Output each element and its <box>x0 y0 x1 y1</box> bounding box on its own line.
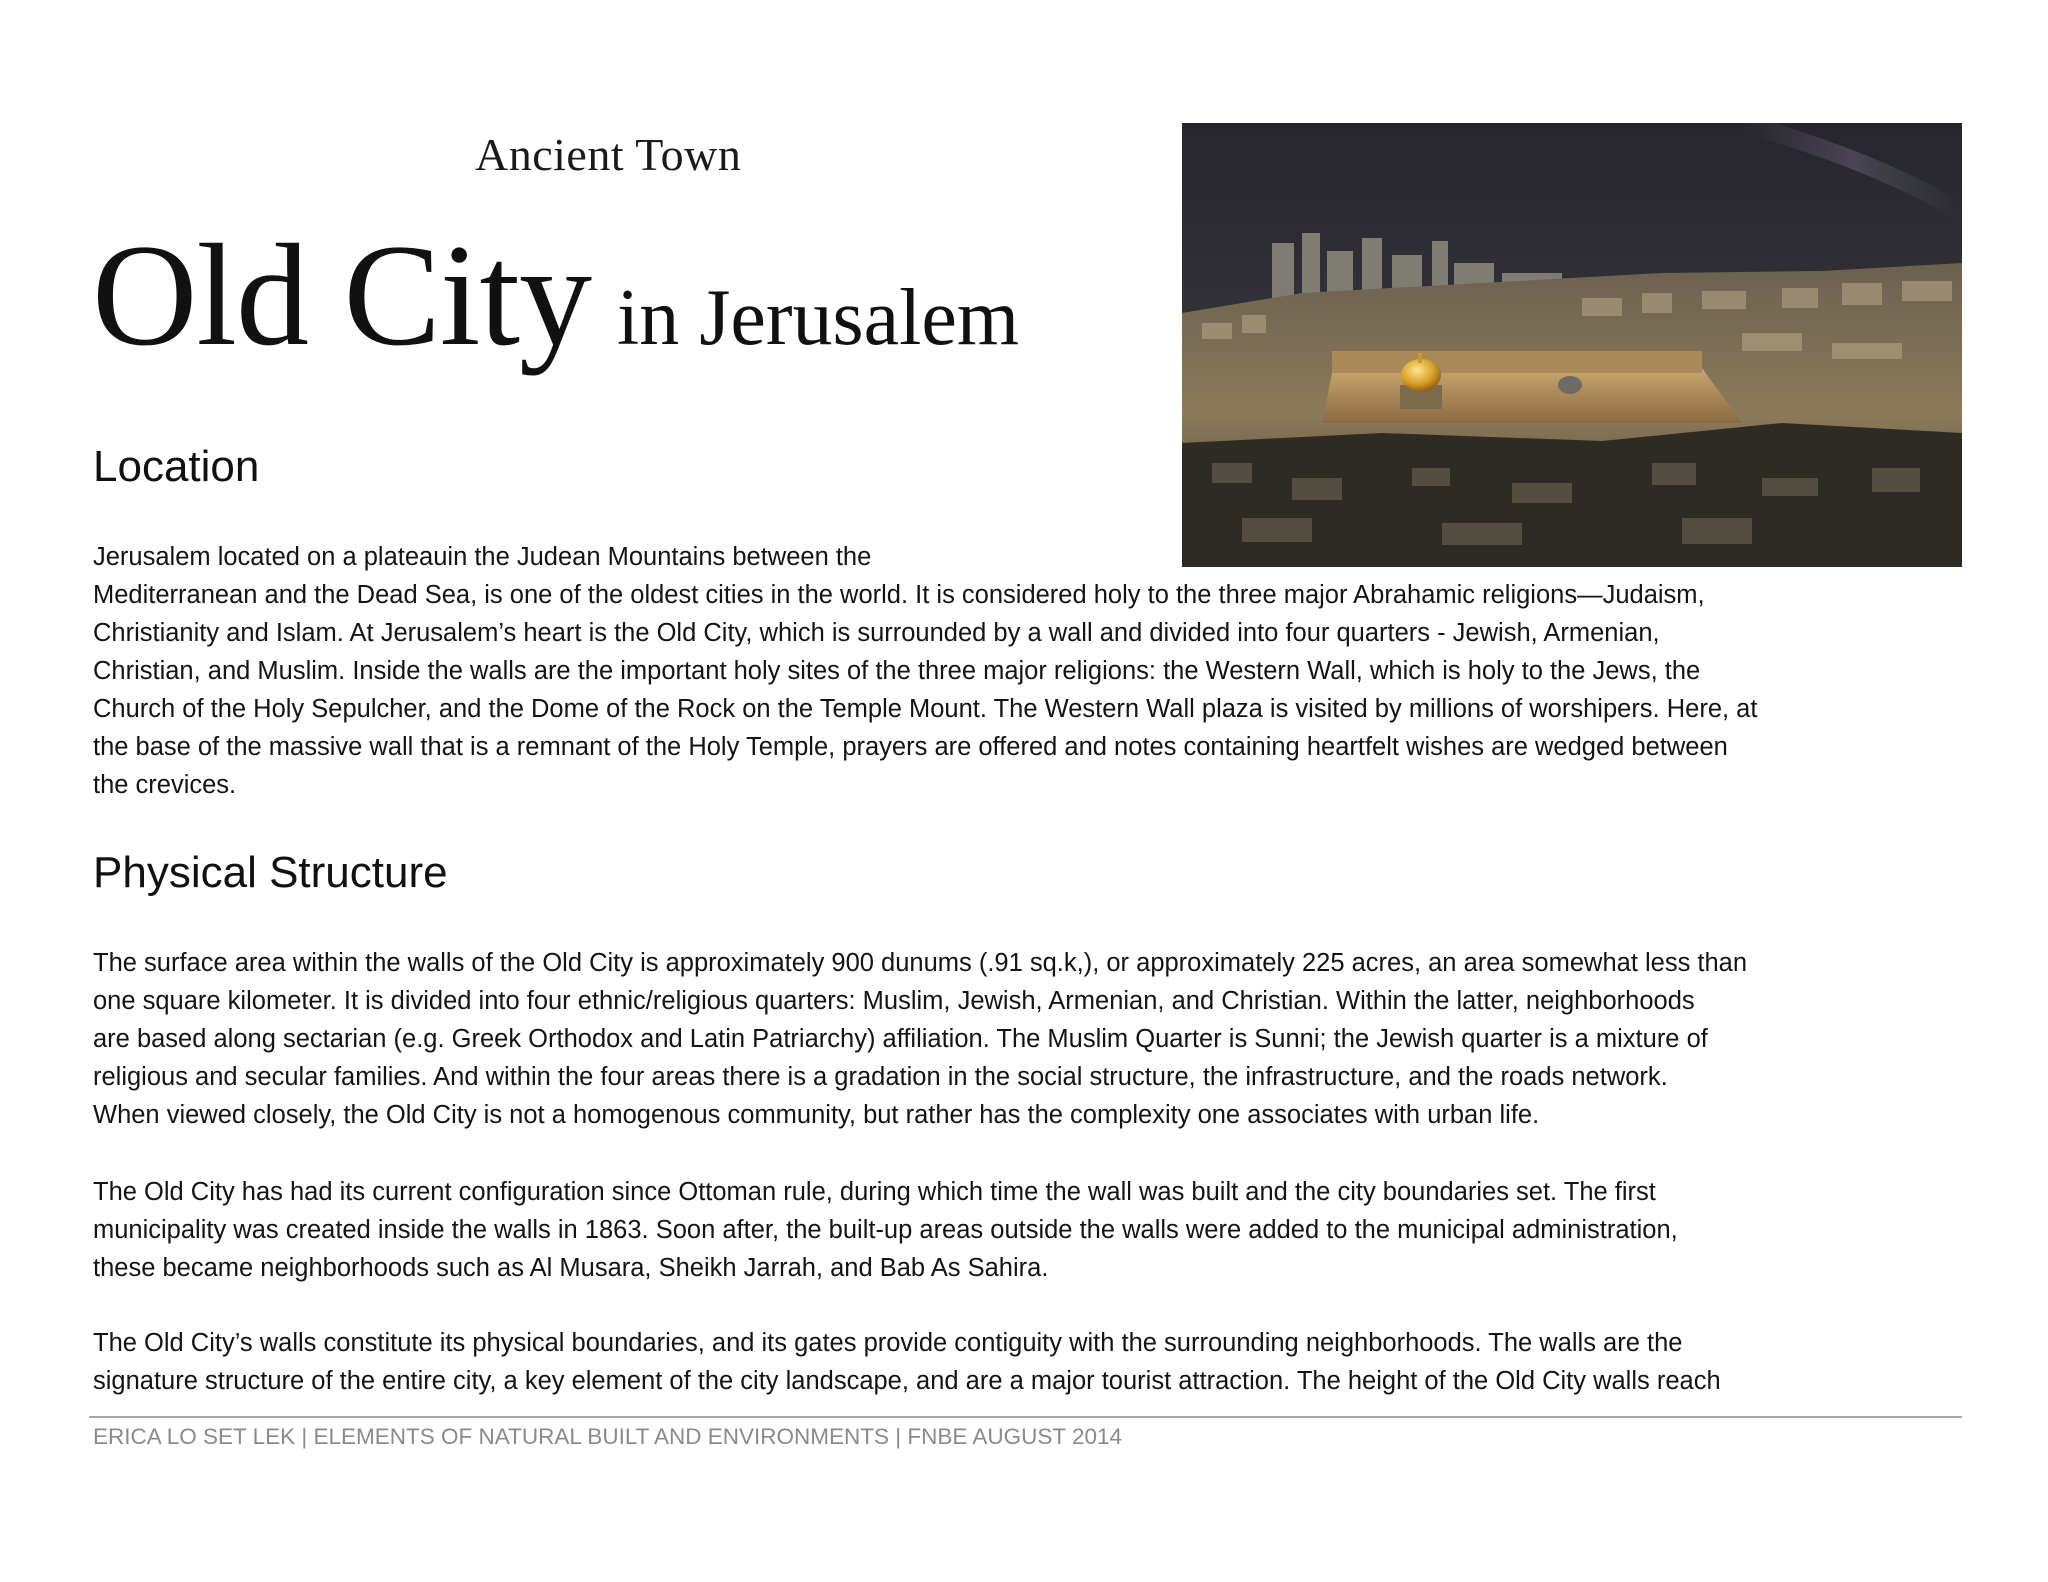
paragraph-line: Mediterranean and the Dead Sea, is one of the oldest cities in the world. It is considered holy to the three major Abrahamic religions—Judaism, <box>93 581 1705 609</box>
title-main: Old City <box>92 214 592 376</box>
paragraph-line: The surface area within the walls of the Old City is approximately 900 dunums (.91 sq.k,), or approximately 225 acres, an area somewhat less than <box>93 949 1748 977</box>
paragraph-line: Christianity and Islam. At Jerusalem’s heart is the Old City, which is surrounded by a wall and divided into four quarters - Jewish, Armenian, <box>93 619 1660 647</box>
paragraph-line: The Old City has had its current configuration since Ottoman rule, during which time the wall was built and the city boundaries set. The first <box>93 1178 1656 1206</box>
physical-paragraph-2 <box>93 1173 1983 1287</box>
page-kicker: Ancient Town <box>475 129 742 180</box>
paragraph-line: religious and secular families. And within the four areas there is a gradation in the social structure, the infrastructure, and the roads network. <box>93 1063 1668 1091</box>
paragraph-line: signature structure of the entire city, a key element of the city landscape, and are a major tourist attraction. The height of the Old City walls reach <box>93 1367 1721 1395</box>
physical-paragraph-3 <box>93 1324 1983 1400</box>
paragraph-line: these became neighborhoods such as Al Musara, Sheikh Jarrah, and Bab As Sahira. <box>93 1254 1049 1282</box>
paragraph-line: municipality was created inside the walls in 1863. Soon after, the built-up areas outside the walls were added to the municipal administration, <box>93 1216 1678 1244</box>
paragraph-line: one square kilometer. It is divided into four ethnic/religious quarters: Muslim, Jewish, Armenian, and Christian. Within the latter, neighborhoods <box>93 987 1695 1015</box>
section-heading-location: Location <box>93 442 260 491</box>
paragraph-line: The Old City’s walls constitute its physical boundaries, and its gates provide contiguity with the surrounding neighborhoods. The walls are the <box>93 1329 1683 1357</box>
paragraph-line: Church of the Holy Sepulcher, and the Dome of the Rock on the Temple Mount. The Western Wall plaza is visited by millions of worshipers. Here, at <box>93 695 1758 723</box>
paragraph-line: the base of the massive wall that is a remnant of the Holy Temple, prayers are offered and notes containing heartfelt wishes are wedged between <box>93 733 1728 761</box>
old-city-photo <box>1182 123 1962 567</box>
location-paragraph <box>93 538 1983 804</box>
section-heading-physical-structure: Physical Structure <box>93 848 448 897</box>
paragraph-line: When viewed closely, the Old City is not a homogenous community, but rather has the complexity one associates with urban life. <box>93 1101 1540 1129</box>
footer-divider <box>89 1416 1962 1418</box>
paragraph-line: Jerusalem located on a plateauin the Judean Mountains between the <box>93 543 872 571</box>
title-sub: in Jerusalem <box>617 274 1020 362</box>
physical-paragraph-1 <box>93 944 1983 1134</box>
page-footer: ERICA LO SET LEK | ELEMENTS OF NATURAL BUILT AND ENVIRONMENTS | FNBE AUGUST 2014 <box>93 1424 1123 1449</box>
page-title <box>92 214 1020 376</box>
paragraph-line: are based along sectarian (e.g. Greek Orthodox and Latin Patriarchy) affiliation. The Muslim Quarter is Sunni; the Jewish quarter is a mixture of <box>93 1025 1708 1053</box>
paragraph-line: the crevices. <box>93 771 237 799</box>
paragraph-line: Christian, and Muslim. Inside the walls are the important holy sites of the three major religions: the Western Wall, which is holy to the Jews, the <box>93 657 1701 685</box>
